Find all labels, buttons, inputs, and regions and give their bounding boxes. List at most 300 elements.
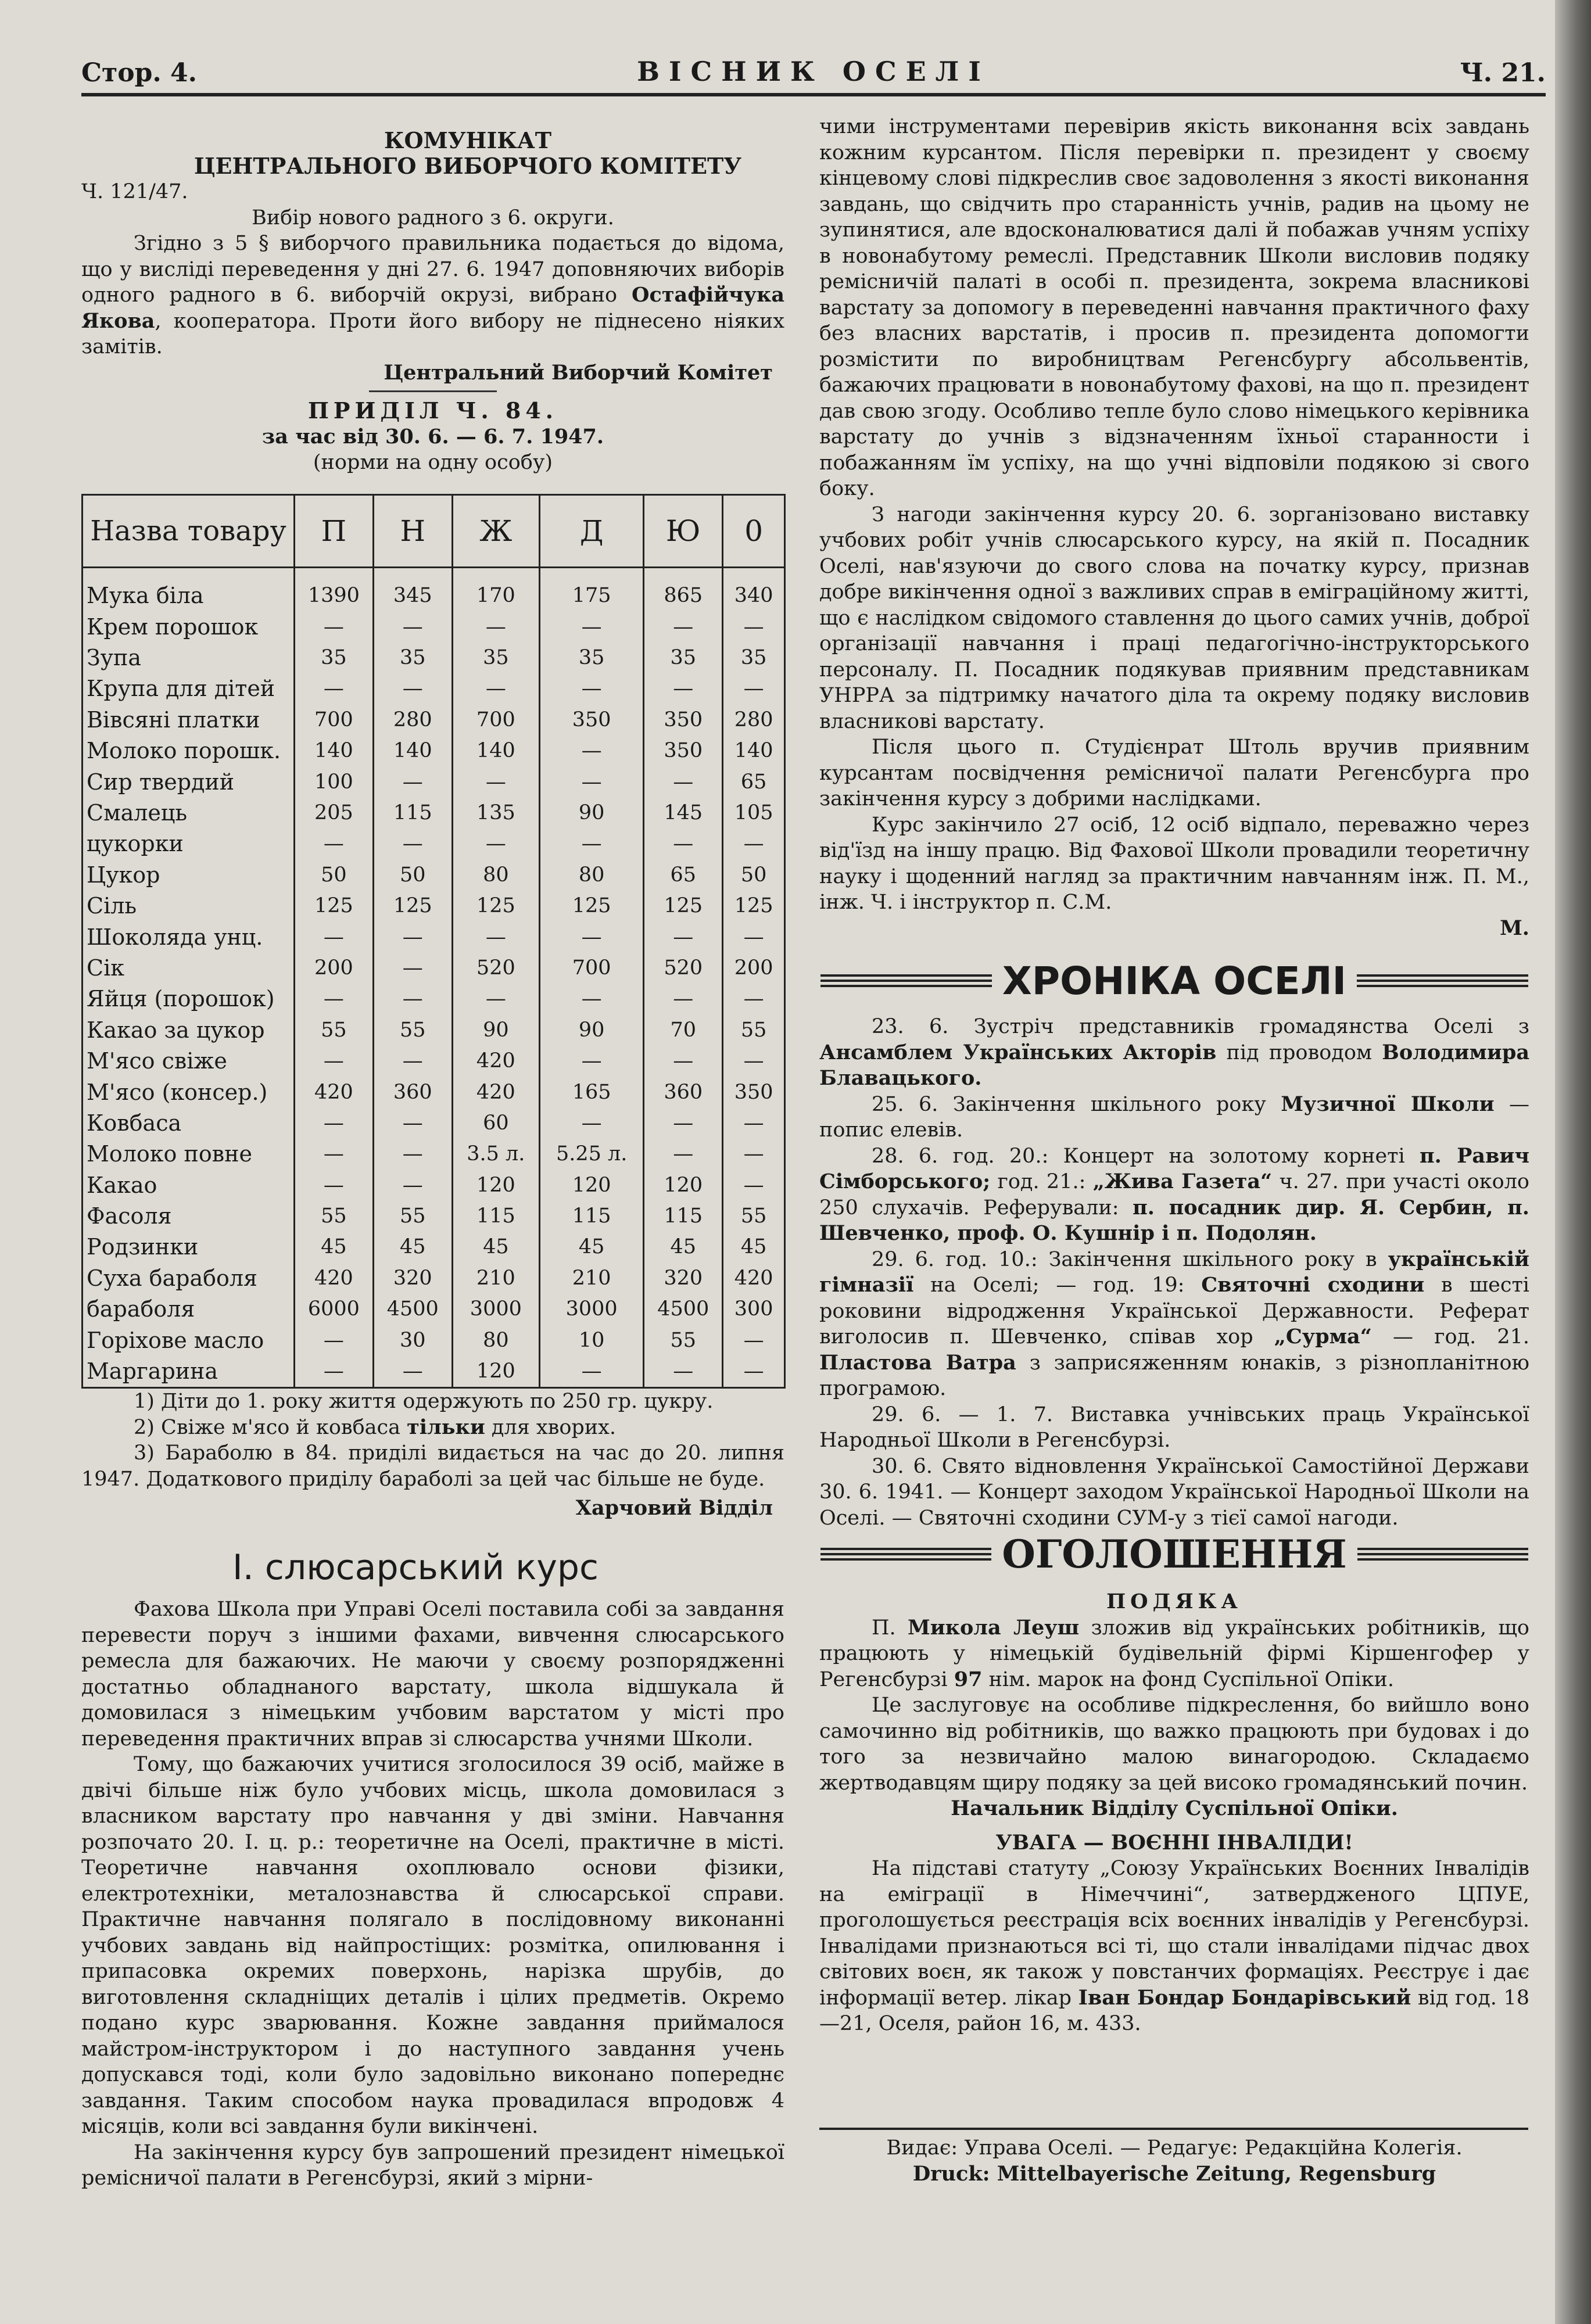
ration-value-cell: 60 <box>452 1107 539 1138</box>
ration-value-cell: — <box>723 829 785 859</box>
product-name-cell: Цукор <box>83 859 295 890</box>
ration-value-cell: 210 <box>539 1263 643 1293</box>
ration-value-cell: — <box>723 1325 785 1355</box>
chronicle-entry <box>819 1143 1529 1247</box>
table-row <box>83 673 785 704</box>
chronicle-bold: п. посадник дир. Я. Сербин, п. Шевченко, проф. О. Кушнір і п. Подолян. <box>819 1195 1529 1245</box>
product-name-cell: Вівсяні платки <box>83 704 295 735</box>
ration-value-cell: 80 <box>452 1325 539 1355</box>
course-signature: М. <box>1500 916 1529 940</box>
ration-value-cell: 45 <box>295 1232 374 1263</box>
ration-value-cell: 55 <box>373 1014 452 1045</box>
ads-section <box>819 1589 1529 2037</box>
table-row <box>83 1107 785 1138</box>
product-name-cell: Крупа для дітей <box>83 673 295 704</box>
podyaka-paragraph-2: Це заслуговує на особливе підкреслення, бо вийшло воно самочинно від робітників, що важко працюють при будовах і до того за незвичайно малою винагородою. Складаємо жертводавцям щиру подяку за цей високо громадянський почин. <box>819 1694 1529 1795</box>
ration-value-cell: 140 <box>295 736 374 766</box>
ration-value-cell: 140 <box>452 736 539 766</box>
table-row <box>83 1200 785 1231</box>
page-number: Стор. 4. <box>81 58 197 88</box>
table-row <box>83 736 785 766</box>
ration-value-cell: — <box>295 611 374 642</box>
column-header: Ю <box>644 495 723 568</box>
note-2-a: 2) Свіже м'ясо й ковбаса <box>134 1415 407 1439</box>
ration-value-cell: 125 <box>295 890 374 921</box>
ration-value-cell: — <box>723 611 785 642</box>
ration-value-cell: 35 <box>373 642 452 673</box>
ration-value-cell: — <box>295 1325 374 1355</box>
ration-value-cell: 4500 <box>644 1294 723 1325</box>
product-name-cell: Зупа <box>83 642 295 673</box>
column-header: Н <box>373 495 452 568</box>
footer <box>819 2135 1529 2187</box>
chronicle-text: 28. 6. год. 20.: Концерт на золотому корнеті <box>872 1144 1420 1168</box>
ration-value-cell: 50 <box>295 859 374 890</box>
ration-value-cell: 55 <box>295 1014 374 1045</box>
banner-stripes-left <box>820 971 992 990</box>
ration-value-cell: 700 <box>539 952 643 983</box>
table-row <box>83 890 785 921</box>
ration-value-cell: — <box>373 921 452 952</box>
ration-value-cell: 80 <box>452 859 539 890</box>
ration-value-cell: — <box>452 984 539 1014</box>
ration-value-cell: — <box>644 921 723 952</box>
ration-value-cell: — <box>373 1139 452 1170</box>
ration-value-cell: — <box>644 611 723 642</box>
ration-value-cell: 420 <box>452 1077 539 1107</box>
pridil-note: (норми на одну особу) <box>313 451 553 474</box>
product-name-cell: Родзинки <box>83 1232 295 1263</box>
chronicle-bold: Музичної Школи <box>1281 1092 1495 1116</box>
ration-value-cell: 360 <box>644 1077 723 1107</box>
product-name-cell: Маргарина <box>83 1355 295 1387</box>
chronicle-text: 23. 6. Зустріч представників громадянства Оселі з <box>872 1015 1529 1038</box>
chronicle-text: з заприсяженням юнаків, з різнопланітною програмою. <box>819 1351 1529 1400</box>
ration-value-cell: 125 <box>452 890 539 921</box>
ration-value-cell: — <box>373 1107 452 1138</box>
ads-banner <box>820 1528 1528 1580</box>
ration-value-cell: — <box>723 921 785 952</box>
ration-value-cell: 200 <box>723 952 785 983</box>
donation-amount: 97 <box>954 1667 983 1691</box>
ration-value-cell: — <box>452 829 539 859</box>
table-row <box>83 1232 785 1263</box>
ration-value-cell: 5.25 л. <box>539 1139 643 1170</box>
course-paragraph-3-cont: чими інструментами перевірив якість виконання всіх завдань кожним курсантом. Після перевірки п. президент у своєму кінцевому слові підкреслив своє задоволення з якості виконання завдань, що свідчить про старанність учнів, радив на цьому не зупинятися, але вдосконалюватися далі й побажав учням успіху в новонабутому ремеслі. Представник Школи висловив подяку ремісничій палаті в особі п. президента, зокрема власникові варстату за допомогу в переведенні навчання практичного фаху без власних варстатів, і просив п. президента допомогти розмістити по виробництвам Регенсбургу абсольвентів, бажаючих працювати в новонабутому фахові, на що п. президент дав свою згоду. Особливо тепле було слово німецького керівника варстату до учнів з відзначенням їхньої старанности і побажанням їм успіху, на що учні відповіли подякою зі свого боку. <box>819 115 1529 500</box>
ration-value-cell: 4500 <box>373 1294 452 1325</box>
chronicle-text: 29. 6. год. 10.: Закінчення шкільного року в <box>872 1247 1388 1271</box>
column-header: Д <box>539 495 643 568</box>
ration-value-cell: — <box>295 1355 374 1387</box>
doctor-name: Іван Бондар Бондарівський <box>1078 1985 1411 2010</box>
product-name-cell: Сіль <box>83 890 295 921</box>
issue-number: Ч. 21. <box>1460 58 1546 88</box>
ration-value-cell: 520 <box>644 952 723 983</box>
product-name-cell: цукорки <box>83 829 295 859</box>
ration-value-cell: 30 <box>373 1325 452 1355</box>
ration-value-cell: 55 <box>373 1200 452 1231</box>
chronicle-bold: Святочні сходини <box>1201 1273 1425 1297</box>
ration-value-cell: 350 <box>539 704 643 735</box>
ration-value-cell: 45 <box>723 1232 785 1263</box>
ration-value-cell: 350 <box>644 704 723 735</box>
table-row <box>83 1355 785 1387</box>
ration-value-cell: — <box>723 984 785 1014</box>
donor-name: Микола Леуш <box>907 1615 1080 1640</box>
ration-value-cell: 35 <box>539 642 643 673</box>
product-name-cell: Фасоля <box>83 1200 295 1231</box>
chronicle-entry <box>819 1014 1529 1092</box>
ration-value-cell: — <box>295 984 374 1014</box>
product-name-cell: М'ясо (консер.) <box>83 1077 295 1107</box>
chronicle-bold: „Жива Газета“ <box>1092 1170 1273 1193</box>
ration-value-cell: — <box>644 1045 723 1076</box>
podyaka-text-b: зложив від українських робітників, що працюють у німецькій будівельній фірмі Кіршенгофер у Регенсбурзі <box>819 1616 1530 1691</box>
ration-value-cell: 350 <box>644 736 723 766</box>
note-2-c: для хворих. <box>485 1415 617 1439</box>
table-notes <box>81 1389 784 1522</box>
product-name-cell: Суха бараболя <box>83 1263 295 1293</box>
ration-value-cell: 55 <box>295 1200 374 1231</box>
note-3: 3) Бараболю в 84. приділі видається на час до 20. липня 1947. Додаткового приділу бараболі за цей час більше не буде. <box>81 1441 784 1491</box>
product-name-cell: М'ясо свіже <box>83 1045 295 1076</box>
ration-value-cell: — <box>295 1107 374 1138</box>
ration-value-cell: 55 <box>644 1325 723 1355</box>
ration-value-cell: — <box>295 1170 374 1200</box>
ration-value-cell: 45 <box>539 1232 643 1263</box>
page-edge-shadow <box>1555 0 1591 2324</box>
product-name-cell: Шоколяда унц. <box>83 921 295 952</box>
ration-value-cell: 3.5 л. <box>452 1139 539 1170</box>
ration-value-cell: 35 <box>723 642 785 673</box>
course-title: І. слюсарський курс <box>232 1547 599 1588</box>
ration-value-cell: 320 <box>644 1263 723 1293</box>
product-name-cell: Сир твердий <box>83 766 295 797</box>
product-name-cell: Крем порошок <box>83 611 295 642</box>
product-name-cell: Яйця (порошок) <box>83 984 295 1014</box>
ration-value-cell: — <box>373 1170 452 1200</box>
course-paragraph-6: Курс закінчило 27 осіб, 12 осіб відпало, переважно через від'їзд на іншу працю. Від Фахової Школи провадили теоретичну науку і щоденний нагляд за практичним навчанням інж. П. М., інж. Ч. і інструктор п. С.М. <box>819 813 1529 914</box>
ration-value-cell: — <box>539 766 643 797</box>
note-1: 1) Діти до 1. року життя одержують по 250 гр. цукру. <box>134 1390 714 1413</box>
ration-value-cell: 200 <box>295 952 374 983</box>
ration-value-cell: — <box>644 766 723 797</box>
ration-value-cell: — <box>452 611 539 642</box>
ads-title: ОГОЛОШЕННЯ <box>1002 1532 1347 1577</box>
ration-value-cell: — <box>539 984 643 1014</box>
table-row <box>83 611 785 642</box>
product-name-cell: Какао <box>83 1170 295 1200</box>
ration-value-cell: — <box>373 952 452 983</box>
ration-value-cell: 300 <box>723 1294 785 1325</box>
column-header: Ж <box>452 495 539 568</box>
chronicle-banner <box>820 957 1528 1004</box>
ration-value-cell: 125 <box>723 890 785 921</box>
ration-value-cell: — <box>452 673 539 704</box>
ration-value-cell: 115 <box>452 1200 539 1231</box>
chronicle-text: в шесті роковини відродження Української Державности. Реферат виголосив п. Шевченко, співав хор <box>819 1274 1529 1349</box>
komunikat-text-b: , кооператора. Проти його вибору не піднесено ніяких замітів. <box>81 309 784 358</box>
ration-value-cell: 100 <box>295 766 374 797</box>
ration-value-cell: — <box>295 921 374 952</box>
ration-value-cell: — <box>539 921 643 952</box>
chronicle-section <box>819 1014 1529 1531</box>
product-name-cell: Молоко порошк. <box>83 736 295 766</box>
chronicle-bold: українській гімназії <box>819 1247 1529 1297</box>
ration-value-cell: 340 <box>723 568 785 611</box>
course-paragraph-2: Тому, що бажаючих учитися зголосилося 39 осіб, майже в двічі більше ніж було учбових місць, школа домовилася з власником варстату про навчання у дві зміни. Навчання розпочато 20. І. ц. р.: теоретичне на Оселі, практичне в місті. Теоретичне навчання охоплювало основи фізики, електротехніки, металознавства й слюсарської справи. Практичне навчання полягало в послідовному виконанні учбових завдань від найпростіщих: розмітка, опилювання і припасовка окремих поверхонь, нарізка шрубів, до виготовлення складніщих деталів і цілих предметів. Окремо подано курс зварювання. Кожне завдання приймалося майстром-інструктором і до наступного завдання учень допускався тоді, коли було задовільно виконано попереднє завдання. Таким способом наука провадилася впродовж 4 місяців, коли всі завдання були викінчені. <box>81 1753 784 2138</box>
ration-value-cell: 210 <box>452 1263 539 1293</box>
ration-value-cell: — <box>452 766 539 797</box>
table-row <box>83 829 785 859</box>
ration-value-cell: 65 <box>723 766 785 797</box>
ration-value-cell: 165 <box>539 1077 643 1107</box>
ration-value-cell: — <box>373 611 452 642</box>
ration-value-cell: — <box>295 1139 374 1170</box>
newspaper-title: ВІСНИК ОСЕЛІ <box>637 56 990 87</box>
podyaka-title: ПОДЯКА <box>1106 1590 1242 1613</box>
ration-value-cell: 35 <box>452 642 539 673</box>
ration-value-cell: — <box>539 736 643 766</box>
ration-value-cell: 3000 <box>452 1294 539 1325</box>
chronicle-title: ХРОНІКА ОСЕЛІ <box>1002 958 1347 1003</box>
ration-value-cell: — <box>539 611 643 642</box>
ration-value-cell: 35 <box>644 642 723 673</box>
product-name-cell: Какао за цукор <box>83 1014 295 1045</box>
course-paragraph-1: Фахова Школа при Управі Оселі поставила собі за завдання перевести поруч з іншими фахами, вивчення слюсарського ремесла для бажаючих. Не маючи у своєму розпорядженні достатньо обладнаного варстату, школа відшукала й домовилася з німецьким учбовим варстатом у місті про переведення практичних вправ зі слюсарства учнями Школи. <box>81 1598 784 1751</box>
column-header: П <box>295 495 374 568</box>
column-header: Назва товару <box>83 495 295 568</box>
ration-value-cell: 35 <box>295 642 374 673</box>
invalid-text <box>819 1856 1529 2037</box>
ration-value-cell: — <box>295 829 374 859</box>
podyaka-text <box>819 1615 1529 1693</box>
table-row <box>83 1170 785 1200</box>
chronicle-text: ч. 27. при участі около 250 слухачів. Реферували: <box>819 1170 1529 1220</box>
chronicle-bold: Ансамблем Українських Акторів <box>819 1040 1217 1064</box>
podyaka-text-c: нім. марок на фонд Суспільної Опіки. <box>982 1667 1394 1691</box>
product-name-cell: бараболя <box>83 1294 295 1325</box>
ration-value-cell: 115 <box>373 797 452 828</box>
invalid-text-b: від год. 18—21, Оселя, район 16, м. 433. <box>819 1986 1529 2035</box>
course-paragraph-4: З нагоди закінчення курсу 20. 6. зорганізовано виставку учбових робіт учнів слюсарського курсу, на якій п. Посадник Оселі, нав'язуючи до свого слова на початку курсу, признав добре викінчення одної з важливих справ в еміграційному житті, що є наслідком свідомого ставлення до цього самих учнів, доброї організації навчання і праці педагогічно-інструкторського персоналу. П. Посадник подякував приявним представникам УНРРА за підтримку начатого діла та окрему подяку висловив власникові варстату. <box>819 503 1529 733</box>
ration-value-cell: 700 <box>295 704 374 735</box>
ration-value-cell: — <box>295 1045 374 1076</box>
banner-stripes-left <box>820 1545 991 1563</box>
ration-value-cell: 10 <box>539 1325 643 1355</box>
footer-rule <box>819 2128 1528 2130</box>
ration-value-cell: 865 <box>644 568 723 611</box>
ration-value-cell: — <box>723 1045 785 1076</box>
ration-value-cell: 50 <box>723 859 785 890</box>
chronicle-bold: Пластова Ватра <box>819 1350 1016 1375</box>
chronicle-text: під проводом <box>1216 1041 1382 1064</box>
ration-value-cell: 125 <box>539 890 643 921</box>
ration-value-cell: — <box>644 1139 723 1170</box>
ration-value-cell: — <box>295 673 374 704</box>
column-header: 0 <box>723 495 785 568</box>
ration-value-cell: — <box>644 829 723 859</box>
course-paragraph-3: На закінчення курсу був запрошений президент німецької ремісничої палати в Регенсбурзі, який з мірни- <box>81 2140 784 2190</box>
table-header-row <box>83 495 785 568</box>
table-row <box>83 1045 785 1076</box>
table-row <box>83 921 785 952</box>
ration-value-cell: 50 <box>373 859 452 890</box>
table-row <box>83 1077 785 1107</box>
ration-value-cell: — <box>723 1170 785 1200</box>
invalid-title: УВАГА — ВОЄННІ ІНВАЛІДИ! <box>995 1830 1353 1855</box>
ration-value-cell: — <box>373 984 452 1014</box>
ration-value-cell: 140 <box>723 736 785 766</box>
podyaka-text-a: П. <box>872 1616 908 1640</box>
table-row <box>83 797 785 828</box>
elected-name: Остафійчука Якова <box>81 283 784 333</box>
chronicle-entry: 29. 6. — 1. 7. Виставка учнівських праць Української Народньої Школи в Регенсбурзі. <box>819 1403 1529 1452</box>
footer-printer: Druck: Mittelbayerische Zeitung, Regensburg <box>912 2161 1436 2186</box>
komunikat-signature: Центральний Виборчий Комітет <box>384 360 773 385</box>
ration-value-cell: — <box>539 1045 643 1076</box>
ration-value-cell: — <box>373 766 452 797</box>
table-row <box>83 1294 785 1325</box>
table-row <box>83 1263 785 1293</box>
ration-value-cell: 45 <box>373 1232 452 1263</box>
ration-value-cell: 420 <box>452 1045 539 1076</box>
komunikat-text-a: Згідно з 5 § виборчого правильника подається до відома, що у висліді переведення у дні 27. 6. 1947 доповняючих виборів одного радного в 6. виборчій окрузі, вибрано <box>81 232 784 307</box>
ration-value-cell: — <box>373 1355 452 1387</box>
chronicle-text: на Оселі; — год. 19: <box>913 1274 1202 1297</box>
chronicle-text: 25. 6. Закінчення шкільного року <box>872 1092 1281 1116</box>
ration-value-cell: — <box>452 921 539 952</box>
note-2 <box>81 1415 784 1441</box>
ration-value-cell: 360 <box>373 1077 452 1107</box>
komunikat-title: КОМУНІКАТ <box>384 127 552 153</box>
course-article <box>81 1597 784 2192</box>
ration-value-cell: 45 <box>452 1232 539 1263</box>
table-row <box>83 859 785 890</box>
table-row <box>83 766 785 797</box>
ration-value-cell: 45 <box>644 1232 723 1263</box>
ration-value-cell: 115 <box>644 1200 723 1231</box>
ration-value-cell: — <box>644 984 723 1014</box>
ration-value-cell: — <box>539 1355 643 1387</box>
ration-value-cell: 80 <box>539 859 643 890</box>
chronicle-entry <box>819 1247 1529 1402</box>
product-name-cell: Молоко повне <box>83 1139 295 1170</box>
ration-value-cell: — <box>539 1107 643 1138</box>
ration-value-cell: — <box>723 673 785 704</box>
ration-value-cell: 6000 <box>295 1294 374 1325</box>
table-row <box>83 984 785 1014</box>
ration-value-cell: 65 <box>644 859 723 890</box>
ration-value-cell: 120 <box>452 1170 539 1200</box>
note-2-b: тільки <box>407 1415 485 1439</box>
ration-value-cell: — <box>373 673 452 704</box>
page-header <box>81 53 1546 94</box>
chronicle-text: — попис елевів. <box>819 1092 1529 1142</box>
ration-value-cell: 145 <box>644 797 723 828</box>
divider <box>369 390 497 392</box>
product-name-cell: Ковбаса <box>83 1107 295 1138</box>
ration-value-cell: 55 <box>723 1014 785 1045</box>
table-row <box>83 1014 785 1045</box>
table-row <box>83 1139 785 1170</box>
ration-value-cell: 320 <box>373 1263 452 1293</box>
ration-value-cell: 350 <box>723 1077 785 1107</box>
ration-value-cell: 280 <box>373 704 452 735</box>
ration-value-cell: 700 <box>452 704 539 735</box>
ration-value-cell: 125 <box>644 890 723 921</box>
ration-value-cell: — <box>373 829 452 859</box>
table-row <box>83 952 785 983</box>
invalid-text-a: На підставі статуту „Союзу Українських Воєнних Інвалідів на еміграції в Німеччині“, затвердженого ЦПУЕ, проголошується реєстрація всіх воєнних інвалідів у Регенсбурзі. Інвалідами признаються всі ті, що стали інвалідами підчас двох світових воєн, як також у повстанчих формаціях. Реєструє і дає інформації ветер. лікар <box>819 1857 1529 2010</box>
chronicle-bold: „Сурма“ <box>1274 1325 1372 1349</box>
table-row <box>83 1325 785 1355</box>
ration-value-cell: 90 <box>452 1014 539 1045</box>
pridil-title: ПРИДІЛ Ч. 84. <box>307 397 558 424</box>
table-row <box>83 704 785 735</box>
ration-value-cell: 345 <box>373 568 452 611</box>
header-rule <box>81 93 1546 96</box>
product-name-cell: Горіхове масло <box>83 1325 295 1355</box>
ration-value-cell: 520 <box>452 952 539 983</box>
ration-value-cell: — <box>644 1355 723 1387</box>
ration-value-cell: 1390 <box>295 568 374 611</box>
ration-value-cell: 420 <box>295 1077 374 1107</box>
ration-value-cell: 420 <box>295 1263 374 1293</box>
ration-value-cell: 140 <box>373 736 452 766</box>
product-name-cell: Сік <box>83 952 295 983</box>
ration-value-cell: 205 <box>295 797 374 828</box>
pridil-period: за час від 30. 6. — 6. 7. 1947. <box>261 424 604 449</box>
ration-value-cell: 135 <box>452 797 539 828</box>
ration-value-cell: 280 <box>723 704 785 735</box>
ration-value-cell: 55 <box>723 1200 785 1231</box>
course-article-continued <box>819 114 1529 941</box>
ration-value-cell: — <box>723 1139 785 1170</box>
ration-value-cell: — <box>723 1355 785 1387</box>
ration-value-cell: — <box>539 829 643 859</box>
ration-value-cell: — <box>644 673 723 704</box>
chronicle-text: — год. 21. <box>1371 1325 1530 1349</box>
footer-publisher: Видає: Управа Оселі. — Редагує: Редакційна Колегія. <box>886 2136 1463 2160</box>
product-name-cell: Мука біла <box>83 568 295 611</box>
komunikat-subtitle: Вибір нового радного з 6. округи. <box>252 206 614 229</box>
ration-value-cell: 90 <box>539 1014 643 1045</box>
product-name-cell: Смалець <box>83 797 295 828</box>
ration-value-cell: — <box>373 1045 452 1076</box>
ration-value-cell: 420 <box>723 1263 785 1293</box>
course-paragraph-5: Після цього п. Студієнрат Штоль вручив приявним курсантам посвідчення ремісничої палати Регенсбурга про закінчення курсу з добрими наслідками. <box>819 736 1529 810</box>
ration-value-cell: — <box>723 1107 785 1138</box>
komunikat-number: Ч. 121/47. <box>81 180 188 203</box>
komunikat-section <box>81 128 784 476</box>
chronicle-bold: Володимира Блавацького. <box>819 1040 1529 1090</box>
ration-value-cell: 105 <box>723 797 785 828</box>
ration-value-cell: 120 <box>539 1170 643 1200</box>
ration-value-cell: — <box>539 673 643 704</box>
ration-value-cell: 120 <box>452 1355 539 1387</box>
banner-stripes-right <box>1357 971 1528 990</box>
komunikat-title-2: ЦЕНТРАЛЬНОГО ВИБОРЧОГО КОМІТЕТУ <box>193 153 742 179</box>
ration-value-cell: 175 <box>539 568 643 611</box>
ration-value-cell: 170 <box>452 568 539 611</box>
ration-value-cell: 125 <box>373 890 452 921</box>
table-row <box>83 642 785 673</box>
chronicle-bold: п. Равич Сімборського; <box>819 1143 1529 1193</box>
notes-signature: Харчовий Відділ <box>575 1496 773 1520</box>
podyaka-signature: Начальник Відділу Суспільної Опіки. <box>951 1796 1398 1820</box>
ration-value-cell: 90 <box>539 797 643 828</box>
